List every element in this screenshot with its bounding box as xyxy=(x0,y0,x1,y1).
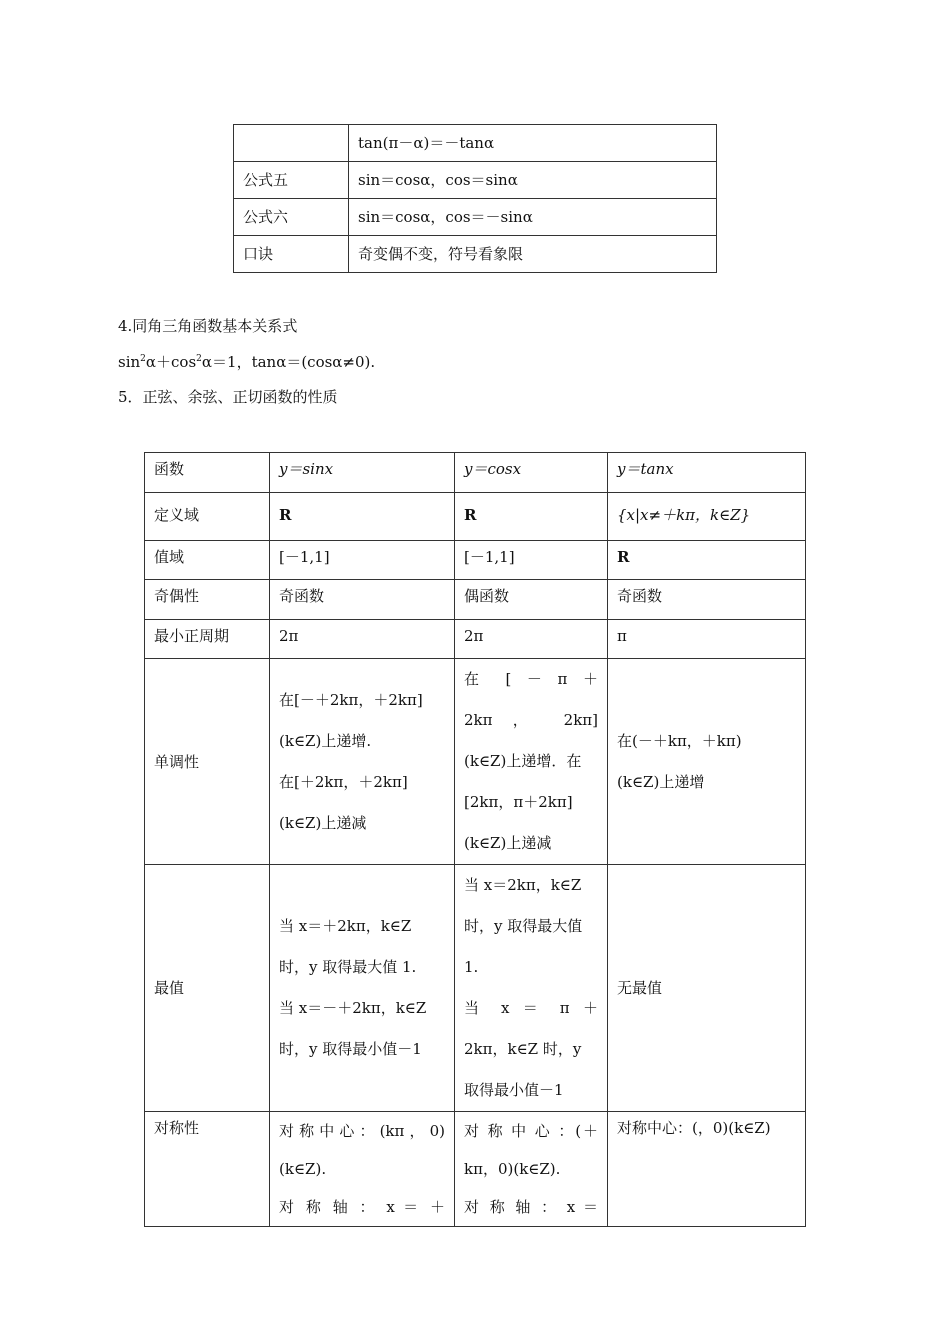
cos-parity: 偶函数 xyxy=(455,580,608,620)
table-row xyxy=(145,493,806,541)
text-line: 1. xyxy=(464,958,479,976)
sin-extrema xyxy=(270,865,455,1112)
formula-text: α＝1，tanα＝(cosα≠0). xyxy=(201,353,376,371)
tan-parity: 奇函数 xyxy=(608,580,806,620)
text-line: (k∈Z)上递减 xyxy=(464,834,552,852)
trig-properties-table xyxy=(144,452,806,1227)
formula-content: 奇变偶不变，符号看象限 xyxy=(349,236,717,273)
table-row xyxy=(145,453,806,493)
text-line: 在(－＋kπ，＋kπ) xyxy=(617,731,742,750)
text-line: (k∈Z)上递增 xyxy=(617,772,705,791)
cos-extrema xyxy=(455,865,608,1112)
superscript: 2 xyxy=(140,354,146,364)
text-line: (k∈Z)上递减 xyxy=(279,813,367,832)
tan-header: y＝tanx xyxy=(608,453,806,493)
tan-period: π xyxy=(608,620,806,659)
formula-label xyxy=(234,125,349,162)
text-line: 在[＋2kπ，＋2kπ] xyxy=(279,772,408,791)
row-label: 单调性 xyxy=(145,659,270,865)
table-row xyxy=(234,236,717,273)
table-row xyxy=(145,541,806,580)
cos-range: [－1,1] xyxy=(455,541,608,580)
table-row xyxy=(145,620,806,659)
table-row xyxy=(145,580,806,620)
formula-label: 公式五 xyxy=(234,162,349,199)
table-row xyxy=(145,865,806,1112)
tan-extrema: 无最值 xyxy=(608,865,806,1112)
table-row xyxy=(234,125,717,162)
text-line: (k∈Z). xyxy=(279,1160,327,1178)
text-line: 对 称 轴 ： x ＝ xyxy=(464,1198,598,1216)
row-label: 奇偶性 xyxy=(145,580,270,620)
formula-label: 公式六 xyxy=(234,199,349,236)
text-line: 当 x＝－＋2kπ，k∈Z xyxy=(279,999,427,1017)
sin-symmetry xyxy=(270,1112,455,1227)
text-line: 时，y 取得最小值－1 xyxy=(279,1040,422,1058)
text-line: 时，y 取得最大值 xyxy=(464,917,583,935)
cos-monotonic xyxy=(455,659,608,865)
table-row xyxy=(234,199,717,236)
row-label: 定义域 xyxy=(145,493,270,541)
table-row xyxy=(234,162,717,199)
formula-table xyxy=(233,124,717,273)
row-label: 函数 xyxy=(145,453,270,493)
text-line: 取得最小值－1 xyxy=(464,1081,564,1099)
text-line: 2kπ，k∈Z 时，y xyxy=(464,1040,582,1058)
text-line: (k∈Z)上递增. xyxy=(279,731,372,750)
tan-symmetry: 对称中心：(，0)(k∈Z) xyxy=(608,1112,806,1227)
formula-content: tan(π－α)＝－tanα xyxy=(349,125,717,162)
formula-label: 口诀 xyxy=(234,236,349,273)
text-line: 对 称 轴 ： x ＝ ＋ xyxy=(279,1198,445,1216)
row-label: 对称性 xyxy=(145,1112,270,1227)
sin-domain: R xyxy=(270,493,455,541)
cos-symmetry xyxy=(455,1112,608,1227)
formula-content: sin＝cosα，cos＝－sinα xyxy=(349,199,717,236)
tan-range: R xyxy=(608,541,806,580)
formula-content: sin＝cosα，cos＝sinα xyxy=(349,162,717,199)
sin-monotonic xyxy=(270,659,455,865)
tan-monotonic xyxy=(608,659,806,865)
text-line: 当 x＝2kπ，k∈Z xyxy=(464,876,582,894)
formula-text: α＋cos xyxy=(145,353,197,371)
sin-range: [－1,1] xyxy=(270,541,455,580)
section-5-heading: 5．正弦、余弦、正切函数的性质 xyxy=(118,388,338,406)
sin-period: 2π xyxy=(270,620,455,659)
text-line: 当 x＝＋2kπ，k∈Z xyxy=(279,917,412,935)
sin-header: y＝sinx xyxy=(270,453,455,493)
text-line: 对 称 中 心 ：(＋ xyxy=(464,1122,598,1140)
section-4-heading: 4.同角三角函数基本关系式 xyxy=(118,317,298,335)
text-line: kπ，0)(k∈Z). xyxy=(464,1160,561,1178)
superscript: 2 xyxy=(196,354,202,364)
text-line: 当 x ＝ π ＋ xyxy=(464,999,598,1017)
text-line: 对称中心：(kπ，0) xyxy=(279,1122,445,1140)
text-line: 时，y 取得最大值 1. xyxy=(279,958,417,976)
cos-domain: R xyxy=(455,493,608,541)
sin-parity: 奇函数 xyxy=(270,580,455,620)
table-row xyxy=(145,1112,806,1227)
tan-domain: {x|x≠＋kπ，k∈Z} xyxy=(608,493,806,541)
cos-period: 2π xyxy=(455,620,608,659)
table-row xyxy=(145,659,806,865)
text-line: 在[－＋2kπ，＋2kπ] xyxy=(279,690,423,709)
row-label: 最小正周期 xyxy=(145,620,270,659)
row-label: 值域 xyxy=(145,541,270,580)
text-line: 在 [ － π ＋ xyxy=(464,670,598,688)
section-4-formula xyxy=(118,352,375,372)
cos-header: y＝cosx xyxy=(455,453,608,493)
row-label: 最值 xyxy=(145,865,270,1112)
text-line: 2kπ ， 2kπ] xyxy=(464,711,598,729)
formula-text: sin xyxy=(118,353,141,371)
text-line: (k∈Z)上递增．在 xyxy=(464,752,582,770)
text-line: [2kπ，π＋2kπ] xyxy=(464,793,573,811)
